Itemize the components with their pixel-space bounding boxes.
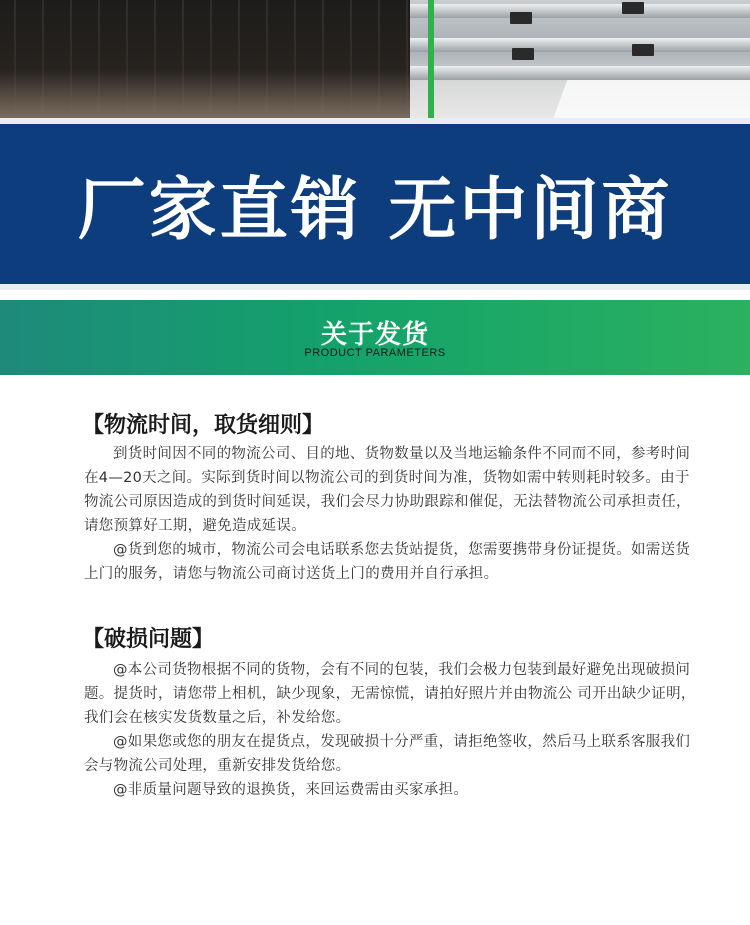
logistics-heading: 【物流时间，取货细则】 [82, 413, 325, 438]
photo-slot [622, 2, 644, 14]
photo-highlight [553, 80, 750, 118]
photo-rail [410, 66, 750, 80]
photo-floor [0, 70, 430, 118]
photo-rail [410, 4, 750, 18]
photo-slot [512, 48, 534, 60]
photo-rail [410, 38, 750, 52]
damage-heading: 【破损问题】 [82, 627, 215, 652]
damage-paragraph: @本公司货物根据不同的货物，会有不同的包装，我们会极力包装到最好避免出现破损问题。提货时，请您带上相机，缺少现象，无需惊慌，请拍好照片并由物流公 司开出缺少证明，我们会在核实发货数量之后，补发给您。 [84, 662, 696, 726]
photo-strap [428, 0, 434, 118]
photo-slot [510, 12, 532, 24]
banner-panel [0, 124, 750, 284]
logistics-paragraph: @货到您的城市，物流公司会电话联系您去货站提货，您需要携带身份证提货。如需送货上门的服务，请您与物流公司商讨送货上门的费用并自行承担。 [84, 542, 691, 582]
section-subtitle: PRODUCT PARAMETERS [304, 347, 446, 359]
damage-paragraph: @如果您或您的朋友在提货点，发现破损十分严重，请拒绝签收，然后马上联系客服我们会与物流公司处理，重新安排发货给您。 [84, 734, 691, 774]
header-photo [0, 0, 750, 118]
logistics-paragraph: 到货时间因不同的物流公司、目的地、货物数量以及当地运输条件不同而不同，参考时间在4—20天之间。实际到货时间以物流公司的到货时间为准，货物如需中转则耗时较多。由于物流公司原因造成的到货时间延误，我们会尽力协助跟踪和催促，无法替物流公司承担责任，请您预算好工期，避免造成延误。 [84, 446, 691, 534]
photo-slot [632, 44, 654, 56]
damage-paragraph: @非质量问题导致的退换货，来回运费需由买家承担。 [113, 782, 469, 798]
section-header [0, 300, 750, 375]
banner [0, 118, 750, 290]
banner-title: 厂家直销 无中间商 [77, 170, 673, 250]
section-title: 关于发货 [320, 320, 429, 350]
photo-steel-rails [410, 0, 750, 118]
